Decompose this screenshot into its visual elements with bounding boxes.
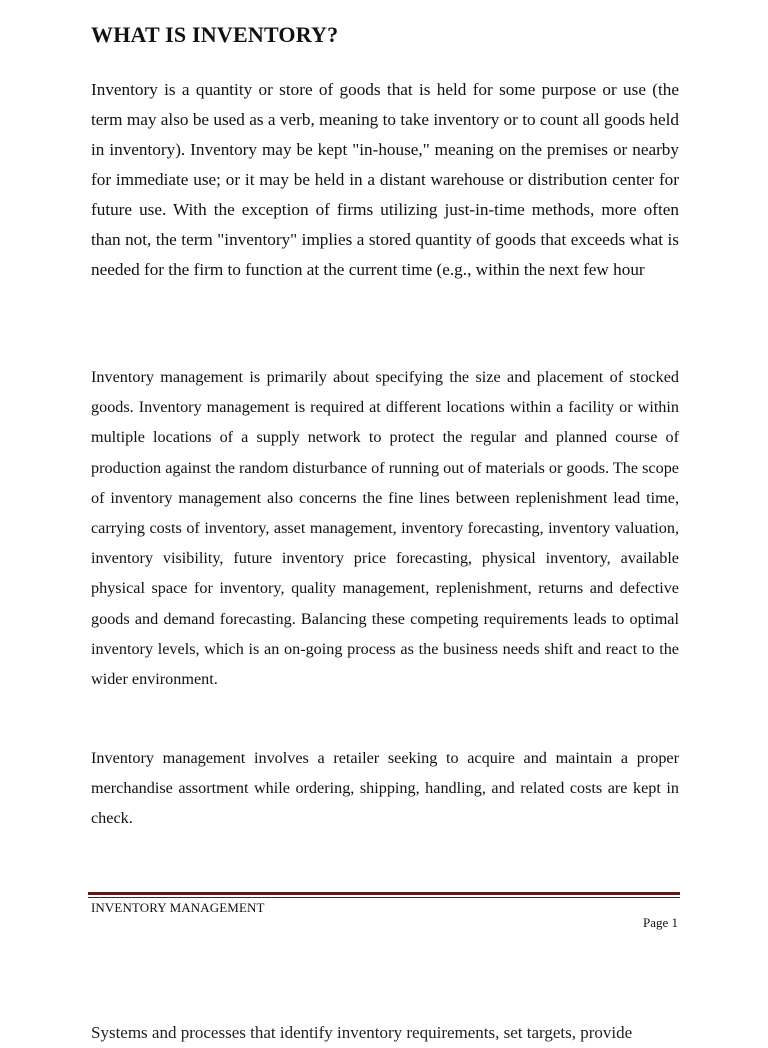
page-number: Page 1 (642, 915, 678, 930)
paragraph-retailer: Inventory management involves a retailer seeking to acquire and maintain a proper merchandise assortment while ordering, shipping, handling, and related costs are kept in check. (91, 749, 679, 827)
paragraph-management: Inventory management is primarily about specifying the size and placement of stocked goods. Inventory management is required at different locations within a facility or within multiple locations of a supply network to protect the regular and planned course of production against the random disturbance of running out of materials or goods. The scope of inventory management also concerns the fine lines between replenishment lead time, carrying costs of inventory, asset management, inventory forecasting, inventory valuation, inventory visibility, future inventory price forecasting, physical inventory, available physical space for inventory, quality management, replenishment, returns and defective goods and demand forecasting. Balancing these competing requirements leads to optimal inventory levels, which is an on-going process as the business needs shift and react to the wider environment. (91, 368, 679, 689)
paragraph-definition: Inventory is a quantity or store of goods that is held for some purpose or use (the term may also be used as a verb, meaning to take inventory or to count all goods held in inventory). Inventory may be kept "in-house," meaning on the premises or nearby for immediate use; or it may be held in a distant warehouse or distribution center for future use. With the exception of firms utilizing just-in-time methods, more often than not, the term "inventory" implies a stored quantity of goods that exceeds what is needed for the firm to function at the current time (e.g., within the next few hour (91, 80, 679, 279)
footer-rule-thick (88, 892, 680, 895)
footer-running-title: INVENTORY MANAGEMENT (91, 900, 265, 915)
page-title: WHAT IS INVENTORY? (91, 22, 339, 47)
footer-rule-thin (88, 897, 680, 898)
next-page-line-text: Systems and processes that identify inventory requirements, set targets, provide (91, 1023, 633, 1042)
next-page-partial-text (91, 1010, 679, 1042)
